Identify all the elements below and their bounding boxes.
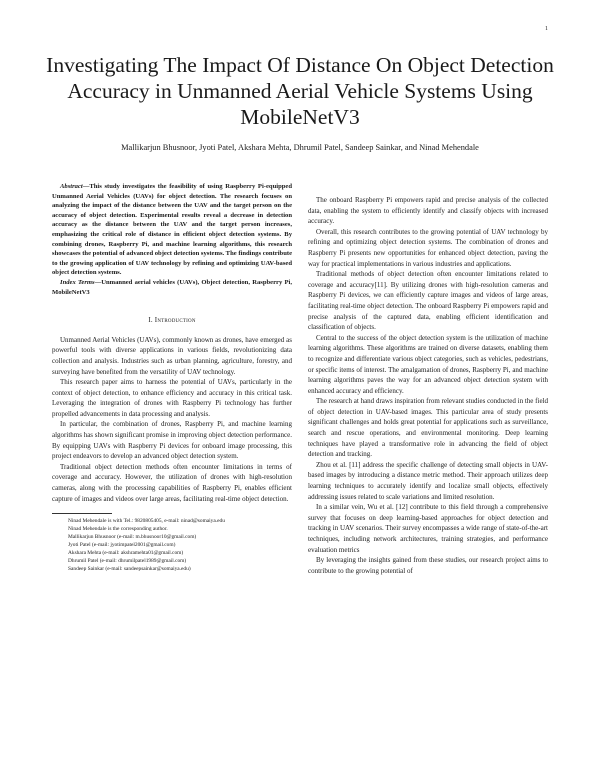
paper-title: Investigating The Impact Of Distance On Object Detection Accuracy in Unmanned Aerial Vehicle Systems Using MobileNetV3 — [46, 53, 554, 129]
body-paragraph: In particular, the combination of drones, Raspberry Pi, and machine learning algorithms has shown significant promise in improving object detection performance. By equipping UAVs with Raspberry Pi devices for onboard image processing, this project endeavors to develop an advanced object detection system. — [52, 420, 292, 461]
footnote: Jyoti Patel (e-mail: jyotimpatel2001@gmail.com) — [68, 542, 176, 549]
footnote: Dhrumil Patel (e-mail: dhrumilpatel1989@gmail.com) — [68, 558, 187, 565]
body-paragraph: Zhou et al. [11] address the specific challenge of detecting small objects in UAV-based images by introducing a distance metric method. Their approach utilizes deep learning techniques to accurately identify and localize small objects, effectively addressing issues related to scale variations and limited resolution. — [308, 460, 548, 501]
body-paragraph: This research paper aims to harness the potential of UAVs, particularly in the context of object detection, to enhance efficiency and accuracy in this critical task. Leveraging the integration of drones with Raspberry Pi technology has further propelled advancements in data processing and analysis. — [52, 378, 292, 418]
section-heading-introduction: I. Introduction — [148, 316, 196, 325]
body-paragraph: Traditional methods of object detection often encounter limitations related to coverage and accuracy[11]. By utilizing drones with high-resolution cameras and Raspberry Pi devices, we can efficiently capture images and videos of large areas, facilitating real-time object detection. The onboard Raspberry Pi empowers rapid and precise analysis of the captured data, enabling efficient identification and classification of objects. — [308, 270, 548, 332]
footnote: Sandeep Sainkar (e-mail: sandeepsainkar@somaiya.edu) — [68, 566, 191, 573]
left-column — [52, 182, 292, 573]
body-paragraph: Overall, this research contributes to the growing potential of UAV technology by refining and optimizing object detection systems. The combination of drones and Raspberry Pi presents new opportunities for enhanced object detection, paving the way for practical implementations in various industries and applications. — [308, 227, 548, 268]
abstract — [52, 182, 292, 278]
page-number: 1 — [545, 26, 548, 32]
author-list: Mallikarjun Bhusnoor, Jyoti Patel, Akshara Mehta, Dhrumil Patel, Sandeep Sainkar, and Ninad Mehendale — [121, 143, 479, 152]
body-paragraph: By leveraging the insights gained from these studies, our research project aims to contribute to the growing potential of — [308, 556, 548, 575]
abstract-text: —This study investigates the feasibility of using Raspberry Pi-equipped Unmanned Aerial Vehicles (UAVs) for object detection. The research focuses on analyzing the impact of the distance between the UAV and the target person on the accuracy of object detection. Experimental results reveal a decrease in detection accuracy as the distance between the UAV and the target person increases, emphasizing the critical role of distance in efficient object detection systems. By combining drones, Raspberry Pi, and machine learning algorithms, this research showcases the potential of advanced object detection systems. The findings contribute to the growing application of UAV technology by refining and optimizing UAV-based object detection systems. — [52, 183, 292, 277]
body-paragraph: In a similar vein, Wu et al. [12] contribute to this field through a comprehensive survey that focuses on deep learning-based approaches for object detection and tracking in UAV scenarios. Their survey encompasses a wide range of state-of-the-art techniques, including network architectures, training strategies, and performance evaluation metrics — [308, 503, 548, 554]
index-terms-text: —Unmanned aerial vehicles (UAVs), Object detection, Raspberry Pi, MobileNetV3 — [52, 278, 292, 296]
body-paragraph: Traditional object detection methods often encounter limitations in terms of coverage and accuracy. However, the utilization of drones with high-resolution cameras, along with the processing capabilities of Raspberry Pi, enables efficient capture of images and videos over large areas, facilitating real-time object detection. — [52, 462, 292, 503]
right-column — [308, 195, 548, 576]
body-paragraph: The onboard Raspberry Pi empowers rapid and precise analysis of the collected data, enabling the system to efficiently identify and classify objects with increased accuracy. — [308, 196, 548, 226]
footnote: Ninad Mehendale is the corresponding author. — [68, 526, 168, 533]
footnote: Ninad Mehendale is with Tel.: 9820805405, e-mail: ninad@somaiya.edu — [68, 518, 225, 525]
index-terms-lead: Index Terms — [60, 278, 95, 286]
footnote: Mallikarjun Bhusnoor (e-mail: m.bhusnoor10@gmail.com) — [68, 534, 197, 541]
body-paragraph: Unmanned Aerial Vehicles (UAVs), commonly known as drones, have emerged as powerful tools with diverse applications in various fields, revolutionizing data collection and analysis. Industries such as urban planning, agriculture, forestry, and surveying have benefited from the versatility of UAV technology. — [52, 335, 292, 376]
footnote: Akshara Mehta (e-mail: akshramehta01@gmail.com) — [68, 550, 184, 557]
body-paragraph: Central to the success of the object detection system is the utilization of machine learning algorithms. These algorithms are trained on diverse datasets, enabling them to recognize and differentiate various object categories, such as vehicles, pedestrians, or specific items of interest. The amalgamation of drones, Raspberry Pi, and machine learning algorithms paves the way for an advanced object detection system with enhanced accuracy and efficiency. — [308, 333, 548, 395]
body-paragraph: The research at hand draws inspiration from relevant studies conducted in the field of object detection in UAV-based images. This particular area of study presents significant challenges and holds great potential for applications such as surveillance, search and rescue operations, and environmental monitoring. Deep learning techniques have played a transformative role in advancing the field of object detection and tracking. — [308, 397, 548, 459]
abstract-lead: Abstract — [60, 183, 83, 190]
footnote-divider — [52, 513, 112, 514]
index-terms — [52, 278, 292, 297]
